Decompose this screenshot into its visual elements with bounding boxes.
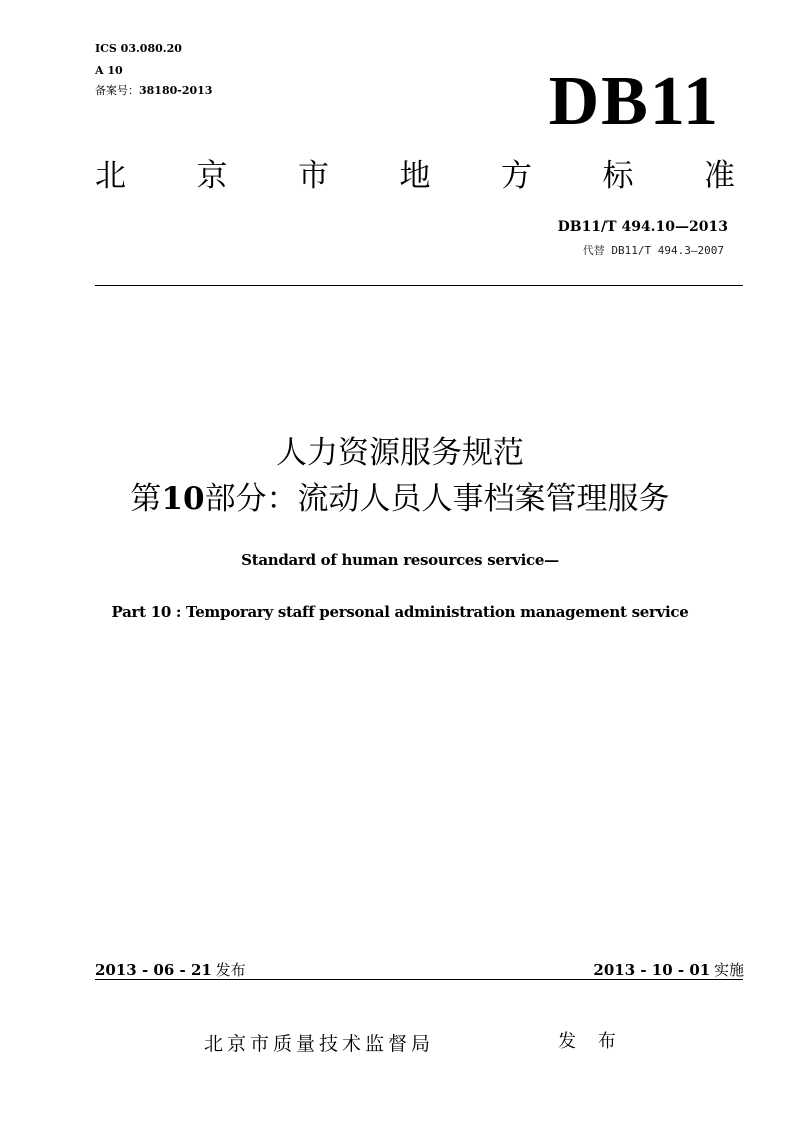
classification-code: A 10 [95, 64, 123, 77]
record-number-value: 38180-2013 [139, 84, 213, 97]
standard-type-heading [95, 152, 735, 200]
implement-date [593, 960, 744, 981]
implement-date-value: 2013 - 10 - 01 [593, 961, 711, 979]
issue-label: 发 布 [558, 1031, 624, 1052]
footer-divider [95, 979, 743, 980]
ics-code: ICS 03.080.20 [95, 42, 182, 55]
title-line-1: 人力资源服务规范 [276, 435, 524, 471]
standard-type-char: 京 [196, 158, 228, 194]
title-part-prefix: 第 [130, 481, 162, 517]
title-part-rest: 部分：流动人员人事档案管理服务 [204, 481, 670, 517]
header-divider [95, 285, 743, 286]
db11-logo: DB11 [548, 63, 720, 140]
standard-type-char: 北 [95, 158, 126, 194]
publish-date [95, 960, 246, 981]
standard-type-char: 市 [298, 158, 329, 194]
record-number [95, 84, 212, 98]
record-label: 备案号： [95, 84, 139, 97]
english-title-line-1: Standard of human resources service— [241, 551, 559, 569]
standard-number: DB11/T 494.10—2013 [557, 219, 728, 235]
title-part-number: 10 [161, 481, 205, 517]
title-line-2 [0, 478, 800, 520]
implement-label: 实施 [713, 961, 744, 979]
standard-type-char: 地 [399, 158, 431, 194]
standard-type-char: 方 [501, 158, 532, 194]
publish-label: 发布 [215, 961, 246, 979]
replaces-note: 代替 DB11/T 494.3—2007 [582, 244, 724, 257]
standard-type-char: 标 [602, 158, 634, 194]
english-title-line-2: Part 10 : Temporary staff personal administration management service [111, 603, 689, 621]
issuing-authority: 北京市质量技术监督局 [204, 1033, 435, 1055]
publish-date-value: 2013 - 06 - 21 [95, 961, 212, 979]
standard-type-char: 准 [704, 158, 735, 194]
